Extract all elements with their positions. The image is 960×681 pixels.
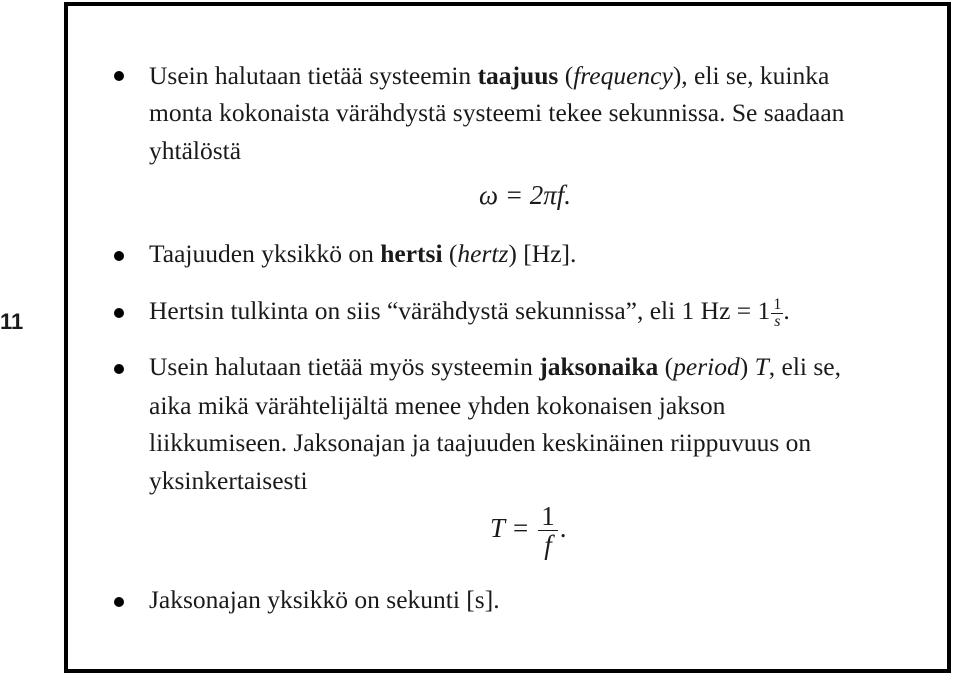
text-line: monta kokonaista värähdystä systeemi tekee sekunnissa. Se saadaan — [149, 98, 845, 127]
bullet-marker — [114, 308, 124, 318]
equation-period: T = $\frac{1}{f}$ . — [490, 501, 567, 561]
term-taajuus: taajuus — [477, 61, 559, 90]
bullet-marker — [114, 71, 124, 81]
text-line: Jaksonajan yksikkö on sekunti [s]. — [149, 585, 500, 614]
fraction-one-over-f: $\frac{1}{f}$ — [538, 502, 558, 560]
text-line: Usein halutaan tietää myös systeemin jaksonaika (period) T, eli se, — [149, 352, 841, 381]
text-line: Hertsin tulkinta on siis “värähdystä sekunnissa”, eli 1 Hz = 1 $\frac{1}{s}$ . — [149, 295, 790, 330]
fraction-one-over-s: $\frac{1}{s}$ — [773, 295, 782, 330]
term-jaksonaika: jaksonaika — [539, 352, 659, 381]
text-line: yksinkertaisesti — [149, 466, 308, 495]
bullet-marker — [114, 364, 124, 374]
text-line: Usein halutaan tietää systeemin taajuus (frequency), eli se, kuinka — [149, 61, 830, 90]
term-hertsi: hertsi — [380, 239, 443, 268]
text-line: aika mikä värähtelijältä menee yhden kokonaisen jakson — [149, 391, 726, 420]
bullet-marker — [114, 251, 124, 261]
equation-omega: ω = 2πf. — [479, 180, 572, 210]
page-number: 11 — [0, 309, 24, 334]
text-line: liikkumiseen. Jaksonajan ja taajuuden keskinäinen riippuvuus on — [149, 428, 812, 457]
text-line: Taajuuden yksikkö on hertsi (hertz) [Hz]. — [149, 239, 577, 268]
bullet-marker — [114, 597, 124, 607]
text-line: yhtälöstä — [149, 136, 242, 165]
